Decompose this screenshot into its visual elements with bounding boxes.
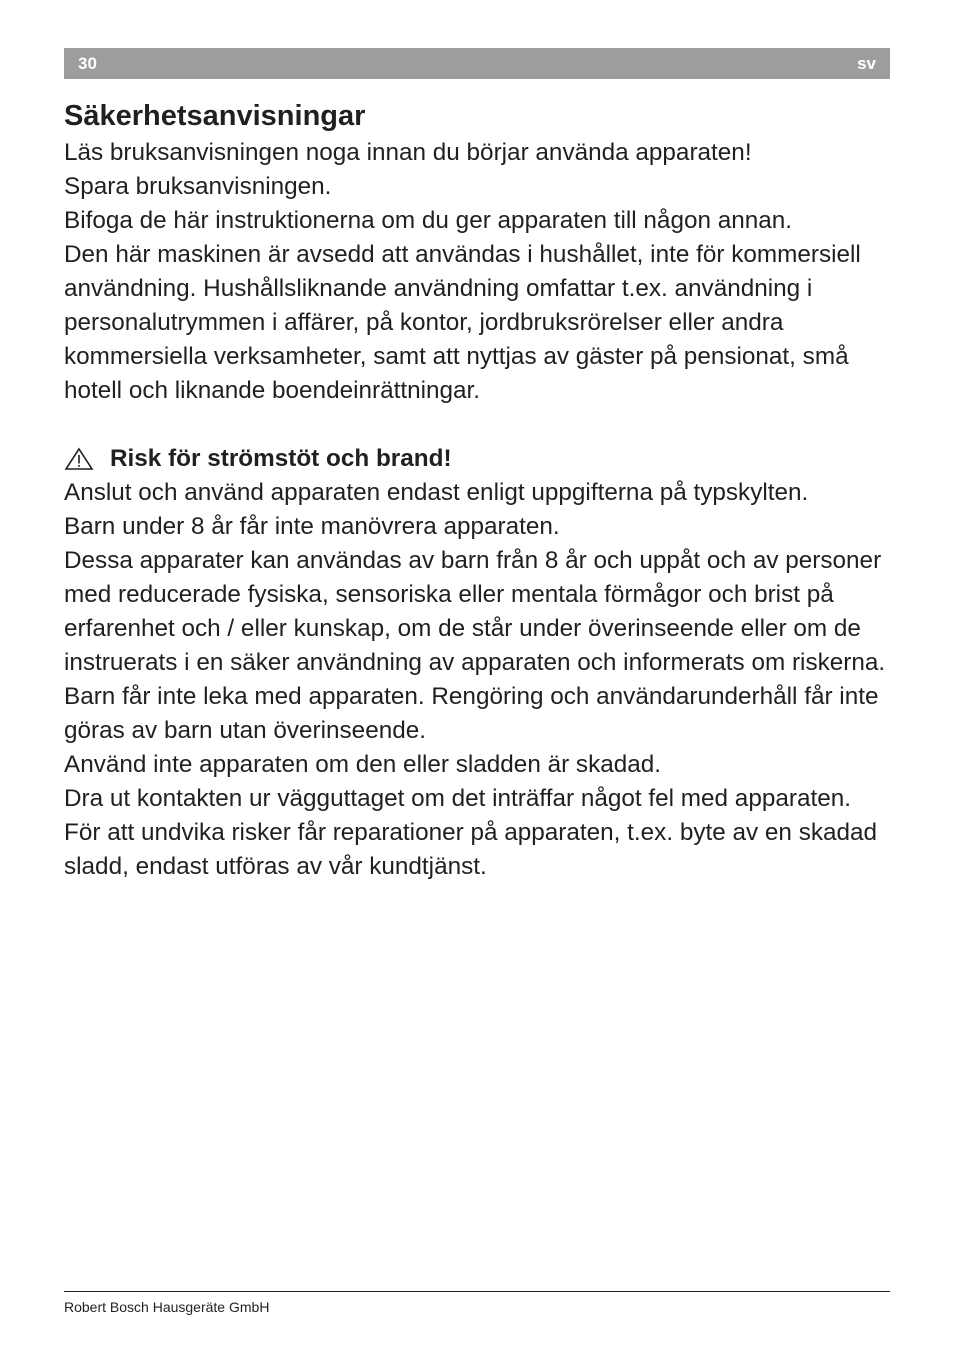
page-number: 30 — [78, 53, 97, 73]
warning-paragraph: Anslut och använd apparaten endast enligt uppgifterna på typskylten. — [64, 479, 809, 506]
warning-heading-text: Risk för strömstöt och brand! — [110, 445, 452, 472]
language-code: sv — [857, 53, 876, 73]
intro-paragraph: Bifoga de här instruktionerna om du ger apparaten till någon annan. — [64, 207, 793, 234]
footer-divider — [64, 1291, 890, 1292]
warning-paragraph: Barn under 8 år får inte manövrera apparaten. — [64, 513, 560, 540]
warning-paragraph: För att undvika risker får reparationer på apparaten, t.ex. byte av en skadad sladd, endast utföras av vår kundtjänst. — [64, 819, 878, 880]
section-title: Säkerhetsanvisningar — [64, 100, 366, 132]
intro-paragraph: Läs bruksanvisningen noga innan du börjar använda apparaten! — [64, 139, 752, 166]
warning-triangle-icon — [64, 447, 94, 471]
warning-paragraph: Använd inte apparaten om den eller sladden är skadad. — [64, 751, 662, 778]
page-content — [64, 96, 894, 884]
intro-paragraph: Den här maskinen är avsedd att användas i hushållet, inte för kommersiell användning. Hushållsliknande användning omfattar t.ex. användning i personalutrymmen i affärer, på kontor, jordbruksrörelser eller andra kommersiella verksamheter, samt att nyttjas av gäster på pensionat, små hotell och liknande boendeinrättningar. — [64, 241, 861, 404]
warning-heading — [64, 442, 894, 476]
footer-company: Robert Bosch Hausgeräte GmbH — [64, 1299, 270, 1315]
warning-paragraph: Dra ut kontakten ur vägguttaget om det inträffar något fel med apparaten. — [64, 785, 851, 812]
section-spacer — [64, 408, 894, 442]
warning-paragraph: Dessa apparater kan användas av barn från 8 år och uppåt och av personer med reducerade fysiska, sensoriska eller mentala förmågor och brist på erfarenhet och / eller kunskap, om de står under överinseende eller om de instruerats i en säker användning av apparaten och informerats om riskerna. Barn får inte leka med apparaten. Rengöring och användarunderhåll får inte göras av barn utan överinseende. — [64, 547, 886, 744]
intro-paragraph: Spara bruksanvisningen. — [64, 173, 332, 200]
page-header-bar — [64, 48, 890, 79]
